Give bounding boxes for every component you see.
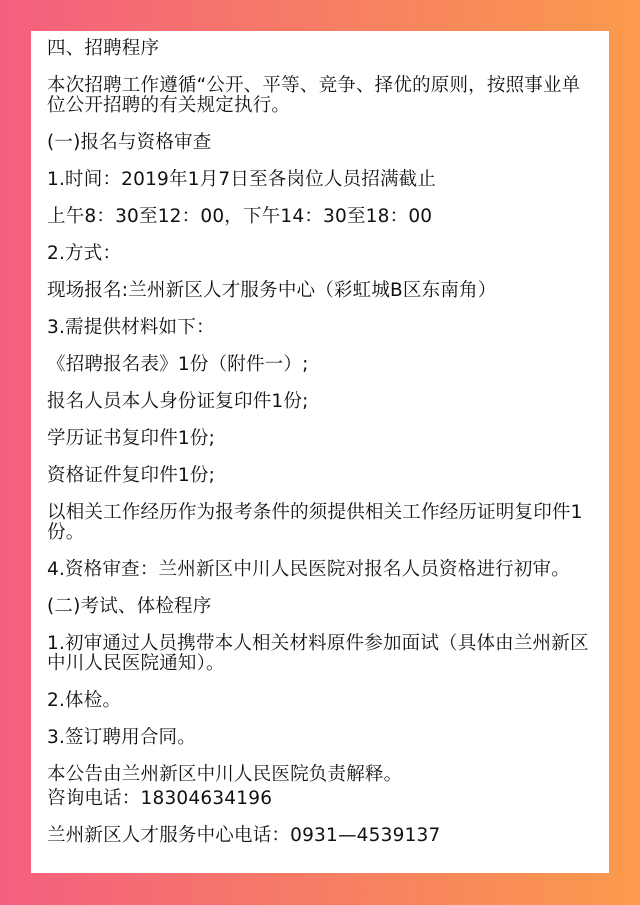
method-detail: 现场报名:兰州新区人才服务中心（彩虹城B区东南角）	[47, 280, 497, 301]
method-title: 2.方式：	[47, 243, 122, 264]
material-item: 《招聘报名表》1份（附件一）;	[47, 354, 309, 375]
material-item: 学历证书复印件1份;	[47, 428, 216, 449]
exam-step: 2.体检。	[47, 690, 122, 711]
material-item: 以相关工作经历作为报考条件的须提供相关工作经历证明复印件1份。	[47, 502, 583, 543]
exam-step: 1.初审通过人员携带本人相关材料原件参加面试（具体由兰州新区中川人民医院通知）。	[47, 633, 589, 674]
consult-phone: 咨询电话：18304634196	[47, 788, 273, 809]
interpretation-note: 本公告由兰州新区中川人民医院负责解释。	[47, 764, 403, 785]
exam-section-title: (二)考试、体检程序	[47, 596, 212, 617]
registration-section-title: (一)报名与资格审查	[47, 132, 212, 153]
notice-card	[31, 31, 609, 873]
intro-paragraph: 本次招聘工作遵循“公开、平等、竞争、择优的原则，按照事业单位公开招聘的有关规定执行。	[47, 75, 581, 116]
material-item: 报名人员本人身份证复印件1份;	[47, 391, 309, 412]
exam-step: 3.签订聘用合同。	[47, 727, 196, 748]
center-phone: 兰州新区人才服务中心电话：0931—4539137	[47, 825, 441, 846]
registration-time: 1.时间：2019年1月7日至各岗位人员招满截止	[47, 169, 437, 190]
registration-hours: 上午8：30至12：00，下午14：30至18：00	[47, 206, 433, 227]
qualification-review: 4.资格审查：兰州新区中川人民医院对报名人员资格进行初审。	[47, 559, 570, 580]
materials-title: 3.需提供材料如下：	[47, 317, 215, 338]
material-item: 资格证件复印件1份;	[47, 465, 216, 486]
section-heading: 四、招聘程序	[47, 38, 160, 59]
